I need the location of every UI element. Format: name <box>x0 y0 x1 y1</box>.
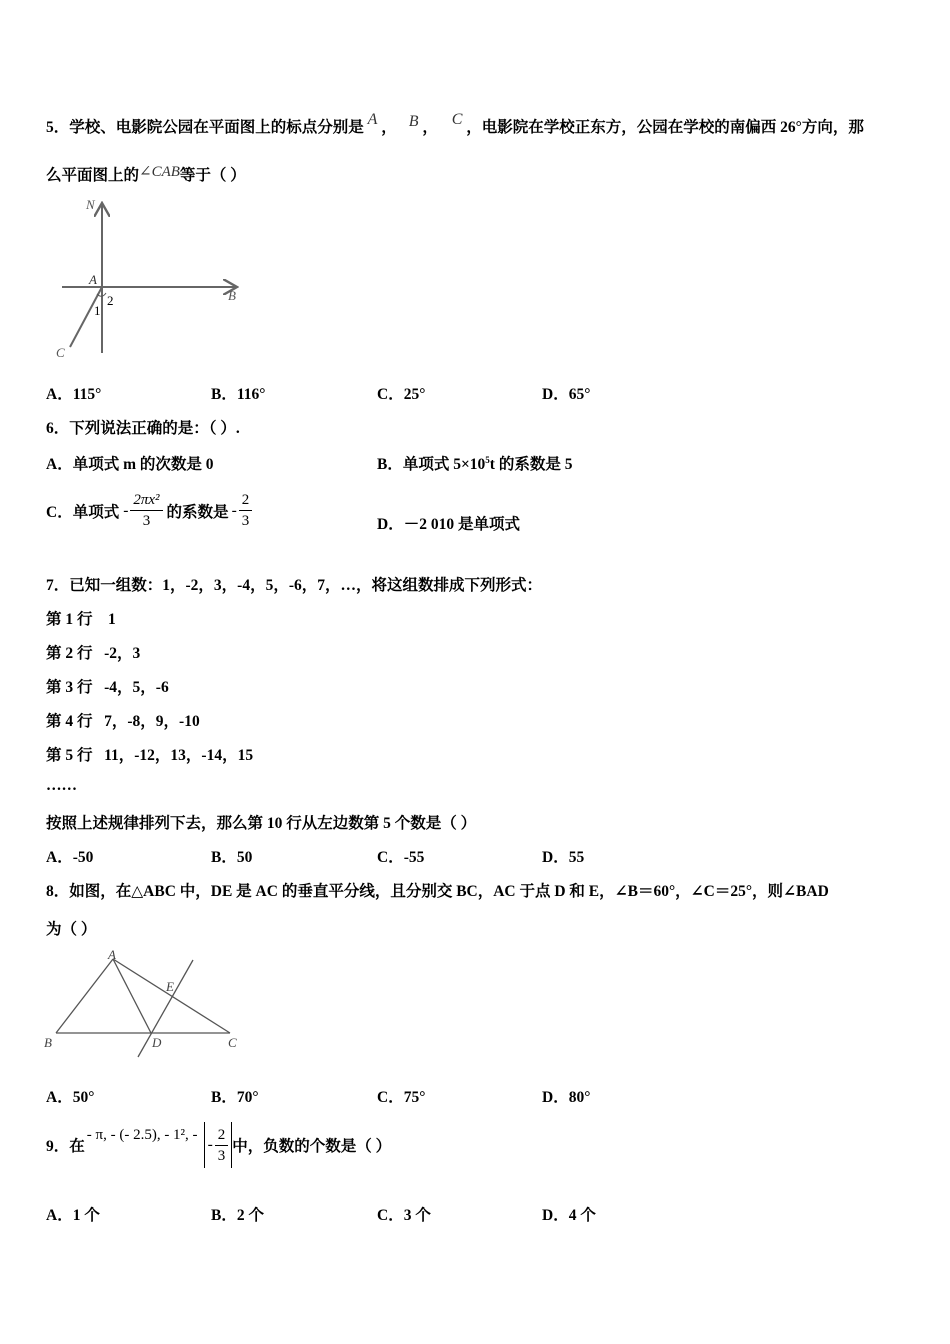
segment-ab <box>56 959 113 1033</box>
fraction-numerator: 2πx² <box>130 490 162 511</box>
q5-line2-prefix: 么平面图上的 <box>46 167 140 184</box>
q8-triangle-figure <box>40 945 250 1065</box>
q6-option-b-prefix: B．单项式 5×10 <box>377 456 486 473</box>
q6-option-b[interactable] <box>377 452 572 474</box>
q7-row-3: 第 3 行 -4，5，-6 <box>46 679 169 696</box>
q6-stem: 6．下列说法正确的是：（ ）. <box>46 420 240 437</box>
label-angle-2: 2 <box>107 293 114 308</box>
q5-option-d[interactable]: D．65° <box>542 386 591 403</box>
q7-row-5: 第 5 行 11，-12，13，-14，15 <box>46 747 254 764</box>
fraction-numerator: 2 <box>239 490 253 511</box>
q5-line2-suffix: 等于（ ） <box>179 167 246 184</box>
label-angle-1: 1 <box>94 303 101 318</box>
q7-row-2: 第 2 行 -2，3 <box>46 645 141 662</box>
q9-prefix: 9．在 <box>46 1138 85 1155</box>
minus-sign: - <box>231 501 237 519</box>
separator: ， <box>381 119 397 136</box>
q6-option-a[interactable]: A．单项式 m 的次数是 0 <box>46 456 214 473</box>
q9-stem <box>46 1120 391 1170</box>
label-c: C <box>56 345 65 360</box>
q5-compass-figure <box>50 195 250 365</box>
q6-option-b-suffix: t 的系数是 5 <box>489 456 573 473</box>
q7-question: 按照上述规律排列下去，那么第 10 行从左边数第 5 个数是（ ） <box>46 815 477 832</box>
separator: ， <box>422 119 438 136</box>
q7-row-1: 第 1 行 1 <box>46 611 116 628</box>
q8-stem-line1: 8．如图，在△ABC 中，DE 是 AC 的垂直平分线，且分别交 BC，AC 于点 D 和 E，∠B＝60°，∠C＝25°，则∠BAD <box>46 883 829 900</box>
fraction-denominator: 3 <box>241 513 250 529</box>
perpendicular-bisector-de <box>138 960 193 1057</box>
minus-sign: - <box>207 1136 213 1153</box>
fraction-2-over-3 <box>215 1125 229 1166</box>
q7-option-c[interactable]: C．-55 <box>377 849 425 866</box>
q9-option-a[interactable]: A．1 个 <box>46 1207 100 1224</box>
q8-option-a[interactable]: A．50° <box>46 1089 95 1106</box>
fraction-denominator: 3 <box>142 513 151 529</box>
q8-option-c[interactable]: C．75° <box>377 1089 426 1106</box>
q9-option-c[interactable]: C．3 个 <box>377 1207 431 1224</box>
q5-stem-line1 <box>46 111 864 137</box>
q7-option-b[interactable]: B．50 <box>211 849 253 866</box>
q8-stem-line2: 为（ ） <box>46 921 97 938</box>
q5-option-a[interactable]: A．115° <box>46 386 102 403</box>
q6-option-d[interactable]: D．－2 010 是单项式 <box>377 516 520 533</box>
q6-option-c-mid: 的系数是 <box>166 503 229 521</box>
q9-suffix: 中，负数的个数是（ ） <box>232 1138 392 1155</box>
q5-prefix: 5．学校、电影院公园在平面图上的标点分别是 <box>46 119 364 136</box>
q5-suffix: ，电影院在学校正东方，公园在学校的南偏西 26°方向，那 <box>466 119 864 136</box>
fraction-numerator: 2 <box>215 1125 229 1146</box>
q8-option-b[interactable]: B．70° <box>211 1089 259 1106</box>
label-b: B <box>228 288 236 303</box>
label-e: E <box>166 979 174 994</box>
fraction-2pix2-over-3 <box>130 490 162 531</box>
q5-stem-line2 <box>46 163 246 185</box>
label-d: D <box>152 1035 162 1050</box>
point-a-label: A <box>367 111 378 128</box>
q9-expression: - π, - (- 2.5), - 1², - <box>86 1126 198 1143</box>
q7-ellipsis: …… <box>46 777 77 794</box>
minus-sign: - <box>123 501 129 519</box>
q5-option-c[interactable]: C．25° <box>377 386 426 403</box>
label-a: A <box>108 947 116 962</box>
q7-stem: 7．已知一组数：1，-2，3，-4，5，-6，7，…，将这组数排成下列形式： <box>46 577 542 594</box>
q9-option-b[interactable]: B．2 个 <box>211 1207 264 1224</box>
label-b: B <box>44 1035 52 1050</box>
q9-option-d[interactable]: D．4 个 <box>542 1207 596 1224</box>
q7-row-4: 第 4 行 7，-8，9，-10 <box>46 713 200 730</box>
segment-ac <box>113 959 230 1033</box>
q6-option-c[interactable] <box>46 490 252 531</box>
fraction-2-over-3 <box>239 490 253 531</box>
point-b-label: B <box>408 113 419 130</box>
fraction-denominator: 3 <box>217 1147 226 1164</box>
point-c-label: C <box>451 111 463 128</box>
q6-option-b-exponent: 5 <box>485 454 490 465</box>
absolute-value-expr <box>204 1122 233 1168</box>
q8-option-d[interactable]: D．80° <box>542 1089 591 1106</box>
q7-option-d[interactable]: D．55 <box>542 849 585 866</box>
label-n: N <box>86 197 95 212</box>
q5-option-b[interactable]: B．116° <box>211 386 266 403</box>
segment-ad <box>113 959 151 1033</box>
label-c: C <box>228 1035 237 1050</box>
angle-cab: ∠CAB <box>139 164 180 180</box>
q7-option-a[interactable]: A．-50 <box>46 849 94 866</box>
label-a: A <box>89 272 97 287</box>
q6-option-c-prefix: C．单项式 <box>46 503 120 521</box>
